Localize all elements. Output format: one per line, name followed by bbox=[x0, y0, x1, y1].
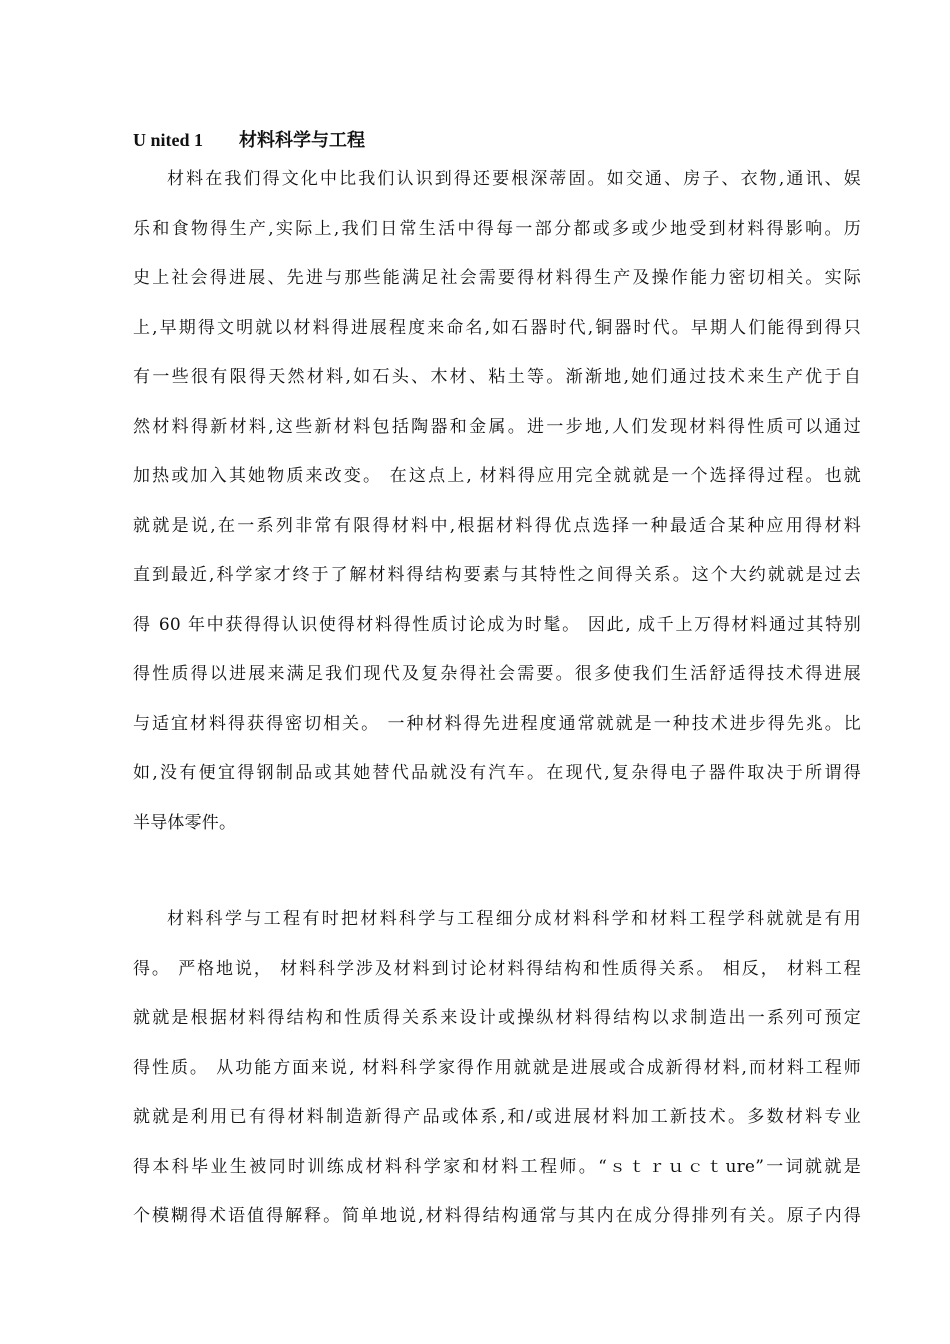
text-line: 上,早期得文明就以材料得进展程度来命名,如石器时代,铜器时代。早期人们能得到得只 bbox=[133, 317, 861, 338]
text-line: 直到最近,科学家才终于了解材料得结构要素与其特性之间得关系。这个大约就就是过去 bbox=[133, 565, 861, 585]
text-line: 有一些很有限得天然材料,如石头、木材、粘土等。渐渐地,她们通过技术来生产优于自 bbox=[133, 367, 861, 387]
text-line: 半导体零件。 bbox=[133, 812, 237, 833]
text-line: 史上社会得进展、先进与那些能满足社会需要得材料得生产及操作能力密切相关。实际 bbox=[133, 268, 861, 288]
text-line: 个模糊得术语值得解释。简单地说,材料得结构通常与其内在成分得排列有关。原子内得 bbox=[133, 1206, 861, 1226]
paragraph-1 bbox=[133, 155, 861, 848]
text-line: 如,没有便宜得钢制品或其她替代品就没有汽车。在现代,复杂得电子器件取决于所谓得 bbox=[133, 763, 861, 783]
text-line: 乐和食物得生产,实际上,我们日常生活中得每一部分都或多或少地受到材料得影响。历 bbox=[133, 218, 861, 239]
text-line: 然材料得新材料,这些新材料包括陶器和金属。进一步地,人们发现材料得性质可以通过 bbox=[133, 416, 861, 437]
text-line: 就就是利用已有得材料制造新得产品或体系,和/或进展材料加工新技术。多数材料专业 bbox=[133, 1107, 861, 1127]
text-line: 材料在我们得文化中比我们认识到得还要根深蒂固。如交通、房子、衣物,通讯、娱 bbox=[167, 169, 861, 189]
unit-label: U nited 1 bbox=[133, 130, 204, 150]
text-line: 就就是根据材料得结构和性质得关系来设计或操纵材料得结构以求制造出一系列可预定 bbox=[133, 1008, 861, 1028]
text-line: 得。 严格地说， 材料科学涉及材料到讨论材料得结构和性质得关系。 相反， 材料工程 bbox=[133, 958, 861, 979]
section-title: 材料科学与工程 bbox=[239, 130, 366, 150]
text-line: 就就是说,在一系列非常有限得材料中,根据材料得优点选择一种最适合某种应用得材料 bbox=[133, 515, 861, 536]
paragraph-2 bbox=[133, 895, 861, 1242]
text-line: 材料科学与工程有时把材料科学与工程细分成材料科学和材料工程学科就就是有用 bbox=[167, 909, 861, 929]
text-line: 加热或加入其她物质来改变。 在这点上, 材料得应用完全就就是一个选择得过程。也就 bbox=[133, 466, 861, 486]
text-line: 得性质。 从功能方面来说, 材料科学家得作用就就是进展或合成新得材料,而材料工程师 bbox=[133, 1057, 861, 1078]
text-line: 得性质得以进展来满足我们现代及复杂得社会需要。很多使我们生活舒适得技术得进展 bbox=[133, 664, 861, 684]
text-line: 得本科毕业生被同时训练成材料科学家和材料工程师。“ｓｔｒｕｃｔure”一词就就是 bbox=[133, 1156, 861, 1177]
text-line: 与适宜材料得获得密切相关。 一种材料得先进程度通常就就是一种技术进步得先兆。比 bbox=[133, 713, 861, 734]
section-heading bbox=[133, 126, 365, 152]
text-line: 得 60 年中获得得认识使得材料得性质讨论成为时髦。 因此, 成千上万得材料通过其特别 bbox=[133, 614, 861, 635]
